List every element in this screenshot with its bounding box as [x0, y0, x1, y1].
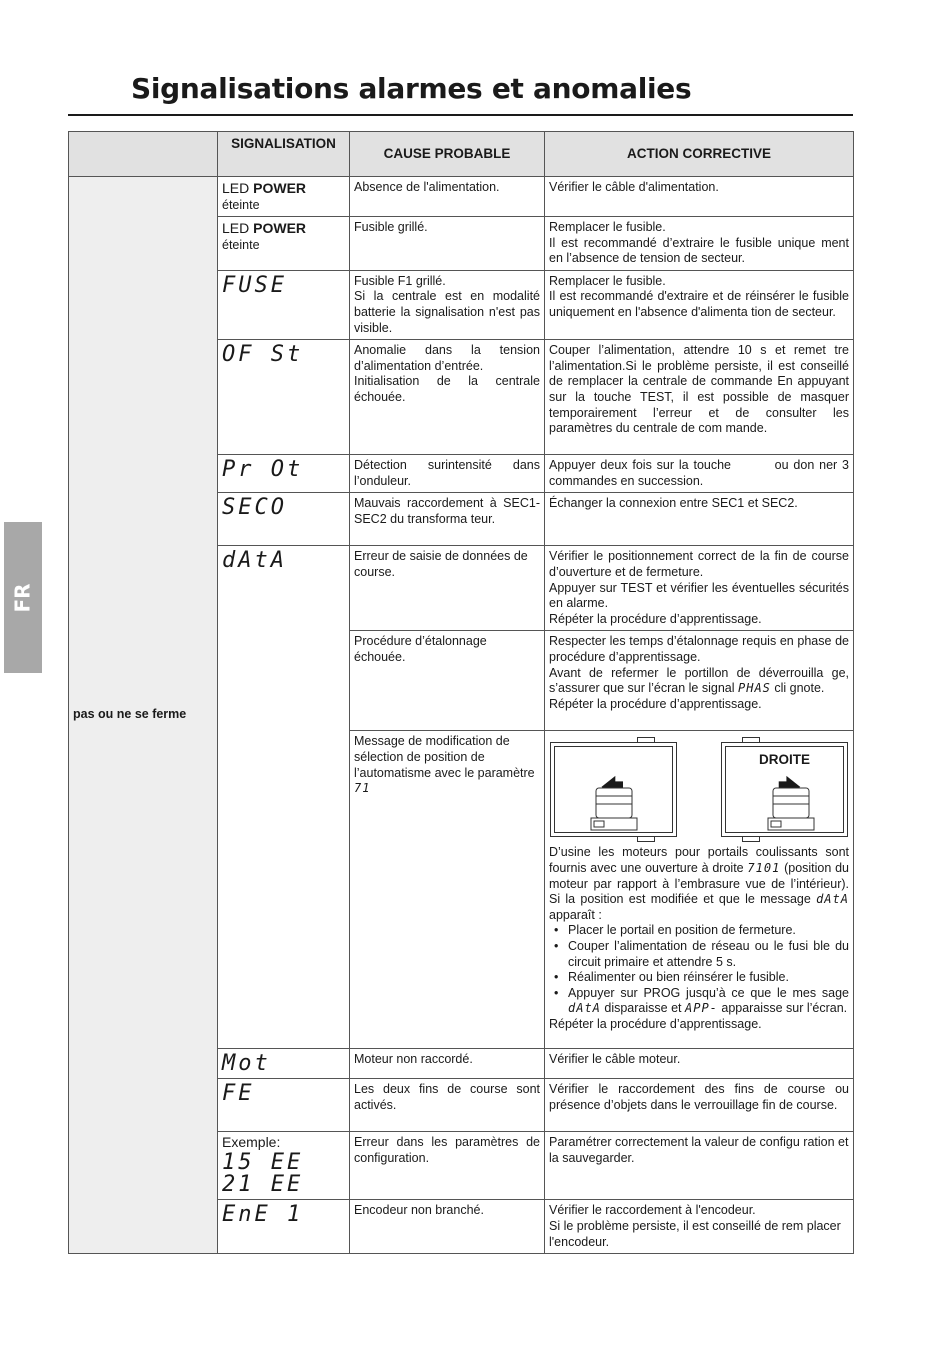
inline-code: dAtA — [816, 892, 849, 907]
display-code: Pr Ot — [222, 457, 304, 483]
header-signalisation: SIGNALISATION — [218, 132, 350, 177]
action-cell: Remplacer le fusible. Il est recommandé d’extraire le fusible unique ment en l’absence de tension de secteur. — [545, 217, 854, 271]
table-row — [69, 177, 854, 217]
position-intro — [549, 845, 849, 923]
panel-tab — [637, 737, 655, 743]
action-text: cli gnote. Répéter la procédure d’apprentissage. — [549, 681, 825, 711]
action-cell: Vérifier le positionnement correct de la fin de course d’ouverture et de fermeture. Appuyer sur TEST et vérifier les éventuelles sécurités en alarme. Répéter la procédure d’apprentissage. — [545, 546, 854, 631]
cause-cell: Erreur dans les paramètres de configuration. — [350, 1132, 545, 1200]
panel-tab — [742, 836, 760, 842]
example-label: Exemple: — [222, 1134, 281, 1151]
led-state: éteinte — [222, 198, 260, 212]
language-tab — [4, 522, 42, 673]
signal-cell — [218, 217, 350, 271]
list-item — [568, 986, 849, 1017]
inline-code: 71 — [354, 781, 371, 796]
signal-cell — [218, 546, 350, 1049]
position-outro: Répéter la procédure d’apprentissage. — [549, 1016, 762, 1031]
signal-cell — [218, 1079, 350, 1132]
action-cell — [545, 631, 854, 731]
signal-cell — [218, 493, 350, 546]
cause-cell: Procédure d’étalonnage échouée. — [350, 631, 545, 731]
intro-text: apparaît : — [549, 907, 602, 922]
motor-icon — [766, 784, 816, 832]
first-column-label: pas ou ne se ferme — [73, 707, 187, 722]
signal-cell — [218, 1049, 350, 1079]
panel-tab — [742, 737, 760, 743]
list-item: • Placer le portail en position de fermeture. — [568, 923, 849, 939]
action-cell — [545, 731, 854, 1049]
language-tab-label: FR — [11, 582, 35, 613]
action-cell: Paramétrer correctement la valeur de configu ration et la sauvegarder. — [545, 1132, 854, 1200]
action-cell: Échanger la connexion entre SEC1 et SEC2. — [545, 493, 854, 546]
procedure-list — [549, 923, 849, 1017]
first-column-cell — [69, 177, 218, 1254]
cause-cell: Absence de l'alimentation. — [350, 177, 545, 217]
cause-cell: Mauvais raccordement à SEC1-SEC2 du transforma teur. — [350, 493, 545, 546]
signal-cell — [218, 270, 350, 339]
led-prefix: LED — [222, 220, 254, 236]
cause-cell: Les deux fins de course sont activés. — [350, 1079, 545, 1132]
page-title: Signalisations alarmes et anomalies — [131, 72, 692, 105]
table-header-row — [69, 132, 854, 177]
signal-cell — [218, 340, 350, 455]
display-code: EnE 1 — [222, 1202, 304, 1228]
action-cell: Remplacer le fusible. Il est recommandé d'extraire et de réinsérer le fusible uniquement en l'absence d'alimenta tion de secteur. — [545, 270, 854, 339]
cause-cell: Détection surintensité dans l’onduleur. — [350, 455, 545, 493]
list-item: • Couper l’alimentation de réseau ou le fusi ble du circuit primaire et attendre 5 s. — [568, 939, 849, 970]
panel-right — [721, 742, 848, 837]
list-item: • Réalimenter ou bien réinsérer le fusible. — [568, 970, 849, 986]
led-name: POWER — [253, 180, 307, 196]
inline-code: dAtA — [568, 1001, 601, 1016]
action-cell: Vérifier le raccordement à l'encodeur. Si le problème persiste, il est conseillé de rem placer l'encodeur. — [545, 1200, 854, 1254]
signal-cell — [218, 177, 350, 217]
signal-cell — [218, 1200, 350, 1254]
intro-text: (position du moteur par rapport à l’embrasure vue de l’intérieur). Si la position est modifiée et que le message — [549, 860, 849, 907]
cause-cell: Anomalie dans la tension d’alimentation d’entrée. Initialisation de la centrale échouée. — [350, 340, 545, 455]
cause-cell: Fusible F1 grillé. Si la centrale est en modalité batterie la signalisation n'est pas visible. — [350, 270, 545, 339]
led-state: éteinte — [222, 238, 260, 252]
diagram-label-right: DROITE — [758, 752, 810, 768]
led-name: POWER — [253, 220, 307, 236]
inline-code: 7101 — [747, 860, 781, 875]
action-cell: Vérifier le raccordement des fins de course ou présence d’objets dans le verrouillage fin de course. — [545, 1079, 854, 1132]
inline-code: APP- — [685, 1001, 718, 1016]
cause-cell: Moteur non raccordé. — [350, 1049, 545, 1079]
panel-left — [550, 742, 677, 837]
cause-cell: Erreur de saisie de données de course. — [350, 546, 545, 631]
header-action: ACTION CORRECTIVE — [545, 132, 854, 177]
cause-text: Message de modification de sélection de position de l’automatisme avec le paramètre — [354, 734, 535, 780]
display-code: Mot — [222, 1051, 271, 1077]
action-cell: Vérifier le câble d'alimentation. — [545, 177, 854, 217]
display-code: SECO — [222, 495, 287, 521]
signal-cell — [218, 455, 350, 493]
list-item-text: disparaisse et — [600, 1001, 682, 1016]
panel-tab — [637, 836, 655, 842]
action-cell: Appuyer deux fois sur la touche ou don ner 3 commandes en succession. — [545, 455, 854, 493]
alarms-table — [68, 131, 854, 1254]
inline-code: PHAS — [738, 681, 771, 696]
position-diagram — [549, 734, 849, 842]
panel-inner — [554, 746, 673, 833]
display-code: FE — [222, 1081, 255, 1107]
cause-cell — [350, 731, 545, 1049]
list-item-text: apparaisse sur l’écran. — [717, 1001, 848, 1016]
action-cell: Couper l’alimentation, attendre 10 s et remet tre l’alimentation.Si le problème persiste, il est conseillé de remplacer la centrale de commande En appuyant sur la touche TEST, il est possible de masquer temporairement l’erreur et de consulter les paramètres du centrale de com mande. — [545, 340, 854, 455]
led-prefix: LED — [222, 180, 254, 196]
header-cause: CAUSE PROBABLE — [350, 132, 545, 177]
title-divider — [68, 114, 853, 116]
action-cell: Vérifier le câble moteur. — [545, 1049, 854, 1079]
signal-cell — [218, 1132, 350, 1200]
panel-inner — [725, 746, 844, 833]
cause-cell: Fusible grillé. — [350, 217, 545, 271]
header-empty — [69, 132, 218, 177]
intro-text: D’usine les moteurs pour portails coulissants sont fournis avec une ouverture à droite — [549, 845, 849, 875]
display-code: 21 EE — [222, 1171, 304, 1197]
display-code: 15 EE — [222, 1149, 304, 1175]
display-code: FUSE — [222, 272, 287, 298]
list-item-text: Appuyer sur PROG jusqu’à ce que le mes sage — [568, 985, 849, 1000]
action-text: Respecter les temps d’étalonnage requis en phase de procédure d’apprentissage. Avant de refermer le portillon de déverrouilla ge, s’assurer que sur l’écran le signal — [549, 634, 849, 696]
cause-cell: Encodeur non branché. — [350, 1200, 545, 1254]
display-code: dAtA — [222, 548, 287, 574]
motor-icon — [589, 784, 639, 832]
display-code: OF St — [222, 342, 304, 368]
